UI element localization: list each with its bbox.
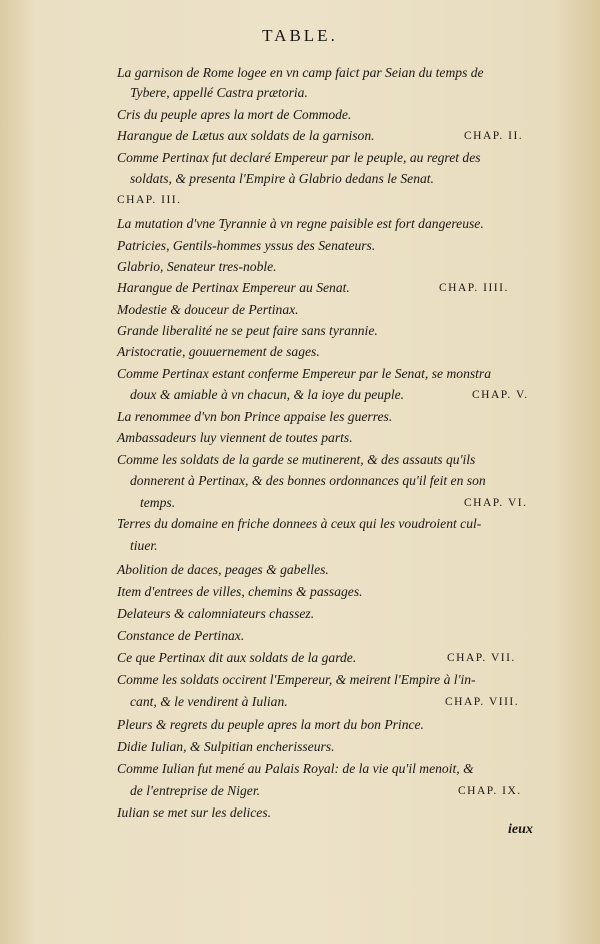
entry-line [0, 214, 600, 234]
entry-line [0, 428, 600, 448]
entry-text: Tybere, appellé Castra prætoria. [130, 85, 308, 100]
entry-text: Constance de Pertinax. [117, 628, 245, 643]
entry-text: donnerent à Pertinax, & des bonnes ordonnances qu'il feit en son [130, 473, 486, 488]
entry-line [0, 190, 600, 210]
entry-line [0, 385, 600, 405]
entry-line [0, 126, 600, 146]
page-header: TABLE. [262, 26, 338, 45]
entry-text: Iulian se met sur les delices. [117, 805, 272, 820]
chapter-label: CHAP. IIII. [439, 282, 509, 294]
entry-text: Comme Iulian fut mené au Palais Royal: de la vie qu'il menoit, & [117, 761, 474, 776]
entry-line [0, 300, 600, 320]
entry-text: Delateurs & calomniateurs chassez. [117, 606, 315, 621]
entry-text: Comme Pertinax estant conferme Empereur par le Senat, se monstra [117, 366, 492, 381]
entry-line [0, 626, 600, 646]
entry-text: La renommee d'vn bon Prince appaise les guerres. [117, 409, 393, 424]
entry-line [0, 781, 600, 801]
entry-text: cant, & le vendirent à Iulian. [130, 694, 288, 709]
entry-line [0, 582, 600, 602]
entry-text: La garnison de Rome logee en vn camp faict par Seian du temps de [117, 65, 484, 80]
entry-line [0, 63, 600, 83]
entry-text: soldats, & presenta l'Empire à Glabrio dedans le Senat. [130, 171, 434, 186]
chapter-label: CHAP. III. [117, 194, 182, 206]
entry-text: Ambassadeurs luy viennent de toutes parts. [117, 430, 353, 445]
entry-text: doux & amiable à vn chacun, & la ioye du peuple. [130, 387, 405, 402]
catchword: ieux [508, 822, 533, 837]
entry-line [0, 407, 600, 427]
entry-text: temps. [140, 495, 176, 510]
entry-text: de l'entreprise de Niger. [130, 783, 261, 798]
entry-text: Aristocratie, gouuernement de sages. [117, 344, 320, 359]
entry-line [0, 364, 600, 384]
entry-text: Harangue de Lætus aux soldats de la garnison. [117, 128, 375, 143]
entry-text: Comme les soldats occirent l'Empereur, & meirent l'Empire à l'in- [117, 672, 476, 687]
entry-line [0, 148, 600, 168]
entry-line [0, 536, 600, 556]
entry-line [0, 692, 600, 712]
entry-line [0, 257, 600, 277]
chapter-label: CHAP. II. [464, 130, 524, 142]
entry-line [0, 278, 600, 298]
chapter-label: CHAP. VI. [464, 497, 528, 509]
entry-text: Didie Iulian, & Sulpitian encherisseurs. [117, 739, 335, 754]
entry-line [0, 450, 600, 470]
entry-text: Pleurs & regrets du peuple apres la mort du bon Prince. [117, 717, 424, 732]
entry-text: Glabrio, Senateur tres-noble. [117, 259, 277, 274]
entry-text: Cris du peuple apres la mort de Commode. [117, 107, 352, 122]
entry-line [0, 105, 600, 125]
entry-line [0, 493, 600, 513]
entry-line [0, 648, 600, 668]
entry-line [0, 759, 600, 779]
entry-text: Terres du domaine en friche donnees à ceux qui les voudroient cul- [117, 516, 482, 531]
entry-line [0, 514, 600, 534]
entry-line [0, 236, 600, 256]
entry-line [0, 715, 600, 735]
entry-line [0, 670, 600, 690]
entry-text: Patricies, Gentils-hommes yssus des Senateurs. [117, 238, 376, 253]
entry-text: Comme les soldats de la garde se mutinerent, & des assauts qu'ils [117, 452, 476, 467]
entry-text: La mutation d'vne Tyrannie à vn regne paisible est fort dangereuse. [117, 216, 484, 231]
entry-text: Abolition de daces, peages & gabelles. [117, 562, 329, 577]
entry-line [0, 803, 600, 823]
entry-text: Item d'entrees de villes, chemins & passages. [117, 584, 363, 599]
entry-line [0, 471, 600, 491]
entry-text: Harangue de Pertinax Empereur au Senat. [117, 280, 350, 295]
entry-line [0, 604, 600, 624]
entry-line [0, 83, 600, 103]
entry-text: Grande liberalité ne se peut faire sans tyrannie. [117, 323, 378, 338]
entry-line [0, 560, 600, 580]
chapter-label: CHAP. IX. [458, 785, 522, 797]
entry-line [0, 737, 600, 757]
entry-text: tiuer. [130, 538, 158, 553]
chapter-label: CHAP. V. [472, 389, 529, 401]
entry-line [0, 169, 600, 189]
entry-text: Modestie & douceur de Pertinax. [117, 302, 299, 317]
entry-line [0, 321, 600, 341]
entry-text: Ce que Pertinax dit aux soldats de la garde. [117, 650, 357, 665]
chapter-label: CHAP. VIII. [445, 696, 520, 708]
entry-text: Comme Pertinax fut declaré Empereur par le peuple, au regret des [117, 150, 481, 165]
chapter-label: CHAP. VII. [447, 652, 516, 664]
entry-line [0, 342, 600, 362]
